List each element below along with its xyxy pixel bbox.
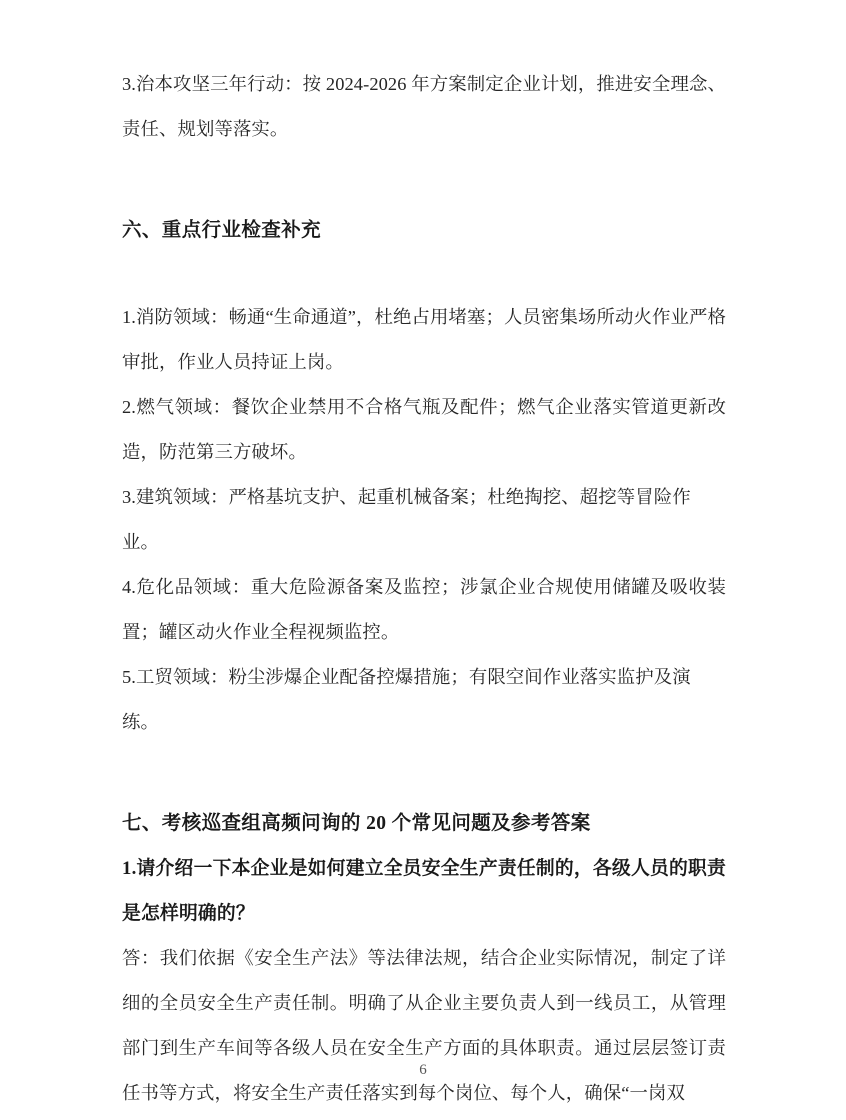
spacer-after-section-six-heading bbox=[122, 253, 726, 295]
page-content bbox=[122, 0, 726, 1116]
section-seven-heading: 七、考核巡查组高频问询的 20 个常见问题及参考答案 bbox=[122, 813, 591, 834]
page-number: 6 bbox=[419, 1062, 427, 1078]
paragraph-treatment-three-year-action: 3.治本攻坚三年行动：按 2024-2026 年方案制定企业计划，推进安全理念、责任、规划等落实。 bbox=[122, 74, 726, 139]
section-six-heading: 六、重点行业检查补充 bbox=[122, 220, 322, 241]
section-six-item-1-fire: 1.消防领域：畅通“生命通道”，杜绝占用堵塞；人员密集场所动火作业严格审批，作业人员持证上岗。 bbox=[122, 307, 726, 372]
answer-1: 答：我们依据《安全生产法》等法律法规，结合企业实际情况，制定了详细的全员安全生产责任制。明确了从企业主要负责人到一线员工，从管理部门到生产车间等各级人员在安全生产方面的具体职责。通过层层签订责任书等方式，将安全生产责任落实到每个岗位、每个人，确保“一岗双 bbox=[122, 948, 726, 1103]
section-six-item-3-construction: 3.建筑领域：严格基坑支护、起重机械备案；杜绝掏挖、超挖等冒险作业。 bbox=[122, 487, 691, 552]
top-margin-spacer bbox=[122, 0, 726, 62]
section-six-item-5-industry-trade: 5.工贸领域：粉尘涉爆企业配备控爆措施；有限空间作业落实监护及演练。 bbox=[122, 667, 691, 732]
question-1: 1.请介绍一下本企业是如何建立全员安全生产责任制的，各级人员的职责是怎样明确的？ bbox=[122, 858, 726, 924]
section-six-item-2-gas: 2.燃气领域：餐饮企业禁用不合格气瓶及配件；燃气企业落实管道更新改造，防范第三方破坏。 bbox=[122, 397, 726, 462]
spacer-before-section-six bbox=[122, 152, 726, 208]
section-six-item-4-hazardous-chemicals: 4.危化品领域：重大危险源备案及监控；涉氯企业合规使用储罐及吸收装置；罐区动火作业全程视频监控。 bbox=[122, 577, 726, 642]
spacer-before-section-seven bbox=[122, 745, 726, 801]
